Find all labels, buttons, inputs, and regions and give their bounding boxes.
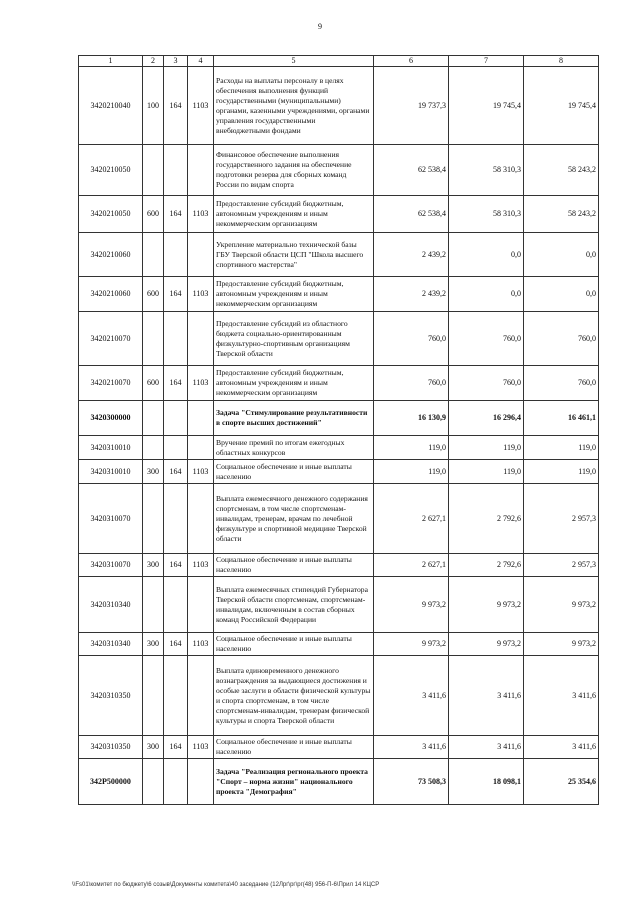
table-body xyxy=(79,67,599,805)
table-row xyxy=(79,67,599,145)
row-code: 342P500000 xyxy=(79,759,143,805)
row-description: Выплата ежемесячных стипендий Губернатора Тверской области спортсменам, спортсменам-инвалидам, включенным в состав сборных команд Российской Федерации xyxy=(214,577,374,633)
row-value-2: 58 310,3 xyxy=(449,196,524,233)
row-value-1: 62 538,4 xyxy=(374,196,449,233)
row-type-code: 300 xyxy=(143,554,164,577)
row-value-1: 119,0 xyxy=(374,436,449,460)
table-row xyxy=(79,577,599,633)
row-section-code: 1103 xyxy=(188,196,214,233)
row-admin-code: 164 xyxy=(164,633,188,656)
table-row xyxy=(79,145,599,196)
row-code: 3420210060 xyxy=(79,277,143,312)
table-row xyxy=(79,759,599,805)
row-value-2: 16 296,4 xyxy=(449,401,524,436)
row-description: Укрепление материально технической базы ГБУ Тверской области ЦСП "Школа высшего спортивного мастерства" xyxy=(214,233,374,277)
row-type-code: 300 xyxy=(143,633,164,656)
row-value-1: 2 627,1 xyxy=(374,484,449,554)
row-description: Предоставление субсидий бюджетным, автономным учреждениям и иным некоммерческим организациям xyxy=(214,366,374,401)
column-header: 7 xyxy=(449,56,524,67)
row-admin-code xyxy=(164,312,188,366)
row-type-code xyxy=(143,759,164,805)
row-type-code: 600 xyxy=(143,366,164,401)
row-code: 3420210050 xyxy=(79,196,143,233)
row-description: Предоставление субсидий из областного бюджета социально-ориентированным физкультурно-спортивным организациям Тверской области xyxy=(214,312,374,366)
row-admin-code: 164 xyxy=(164,736,188,759)
row-admin-code xyxy=(164,577,188,633)
row-section-code xyxy=(188,656,214,736)
row-section-code: 1103 xyxy=(188,460,214,484)
row-admin-code: 164 xyxy=(164,366,188,401)
row-value-2: 2 792,6 xyxy=(449,554,524,577)
row-type-code xyxy=(143,577,164,633)
row-value-2: 760,0 xyxy=(449,312,524,366)
row-type-code xyxy=(143,145,164,196)
row-value-2: 0,0 xyxy=(449,277,524,312)
column-header: 8 xyxy=(524,56,599,67)
row-value-2: 18 098,1 xyxy=(449,759,524,805)
row-type-code: 100 xyxy=(143,67,164,145)
row-value-1: 9 973,2 xyxy=(374,633,449,656)
row-type-code xyxy=(143,312,164,366)
row-value-2: 58 310,3 xyxy=(449,145,524,196)
table-row xyxy=(79,436,599,460)
column-header: 1 xyxy=(79,56,143,67)
row-value-1: 3 411,6 xyxy=(374,736,449,759)
table-row xyxy=(79,366,599,401)
row-value-2: 9 973,2 xyxy=(449,577,524,633)
row-code: 3420210070 xyxy=(79,366,143,401)
row-section-code xyxy=(188,401,214,436)
row-description: Предоставление субсидий бюджетным, автономным учреждениям и иным некоммерческим организациям xyxy=(214,196,374,233)
budget-table xyxy=(78,55,599,805)
row-value-3: 2 957,3 xyxy=(524,554,599,577)
row-value-1: 2 439,2 xyxy=(374,233,449,277)
row-value-2: 9 973,2 xyxy=(449,633,524,656)
row-section-code xyxy=(188,484,214,554)
row-admin-code xyxy=(164,401,188,436)
row-value-3: 0,0 xyxy=(524,277,599,312)
row-description: Задача "Реализация регионального проекта "Спорт – норма жизни" национального проекта "Демография" xyxy=(214,759,374,805)
row-value-3: 760,0 xyxy=(524,312,599,366)
row-description: Финансовое обеспечение выполнения государственного задания на обеспечение подготовки резерва для сборных команд России по видам спорта xyxy=(214,145,374,196)
row-value-1: 3 411,6 xyxy=(374,656,449,736)
row-value-3: 19 745,4 xyxy=(524,67,599,145)
row-code: 3420310070 xyxy=(79,554,143,577)
row-description: Выплата единовременного денежного вознаграждения за выдающиеся достижения и особые заслуги в области физической культуры и спорта спортсменам, в том числе спортсменам-инвалидам, тренерам физической культуры и спорта Тверской области xyxy=(214,656,374,736)
row-value-3: 2 957,3 xyxy=(524,484,599,554)
table-row xyxy=(79,196,599,233)
row-admin-code: 164 xyxy=(164,554,188,577)
row-admin-code xyxy=(164,436,188,460)
row-type-code xyxy=(143,233,164,277)
page-number: 9 xyxy=(318,22,322,31)
row-admin-code xyxy=(164,145,188,196)
row-value-1: 760,0 xyxy=(374,312,449,366)
row-admin-code xyxy=(164,484,188,554)
row-admin-code: 164 xyxy=(164,460,188,484)
row-admin-code xyxy=(164,233,188,277)
row-description: Социальное обеспечение и иные выплаты населению xyxy=(214,736,374,759)
column-header: 5 xyxy=(214,56,374,67)
row-description: Задача "Стимулирование результативности в спорте высших достижений" xyxy=(214,401,374,436)
row-description: Социальное обеспечение и иные выплаты населению xyxy=(214,633,374,656)
row-description: Социальное обеспечение и иные выплаты населению xyxy=(214,460,374,484)
row-code: 3420310350 xyxy=(79,736,143,759)
row-type-code: 600 xyxy=(143,196,164,233)
row-value-2: 3 411,6 xyxy=(449,736,524,759)
row-description: Расходы на выплаты персоналу в целях обеспечения выполнения функций государственными (муниципальными) органами, казенными учреждениями, органами управления государственными внебюджетными фондами xyxy=(214,67,374,145)
row-value-3: 3 411,6 xyxy=(524,656,599,736)
row-section-code xyxy=(188,145,214,196)
row-value-2: 19 745,4 xyxy=(449,67,524,145)
file-path-footer: \\Fs01\комитет по бюджету\6 созыв\Документы комитета\40 заседание (12Лрг\рг\рг(48) 956-П-6\Прил 14 КЦСР xyxy=(72,882,380,888)
row-code: 3420310010 xyxy=(79,436,143,460)
row-code: 3420310340 xyxy=(79,577,143,633)
row-admin-code: 164 xyxy=(164,67,188,145)
row-admin-code xyxy=(164,759,188,805)
table-row xyxy=(79,401,599,436)
row-code: 3420310070 xyxy=(79,484,143,554)
row-value-3: 16 461,1 xyxy=(524,401,599,436)
row-value-1: 16 130,9 xyxy=(374,401,449,436)
table-row xyxy=(79,312,599,366)
row-value-3: 58 243,2 xyxy=(524,145,599,196)
row-value-3: 0,0 xyxy=(524,233,599,277)
row-value-2: 0,0 xyxy=(449,233,524,277)
row-value-1: 9 973,2 xyxy=(374,577,449,633)
row-value-3: 25 354,6 xyxy=(524,759,599,805)
row-value-3: 3 411,6 xyxy=(524,736,599,759)
row-admin-code xyxy=(164,656,188,736)
row-type-code xyxy=(143,484,164,554)
column-header: 6 xyxy=(374,56,449,67)
row-value-1: 760,0 xyxy=(374,366,449,401)
table-row xyxy=(79,233,599,277)
row-description: Социальное обеспечение и иные выплаты населению xyxy=(214,554,374,577)
row-type-code xyxy=(143,401,164,436)
row-section-code xyxy=(188,233,214,277)
row-value-3: 119,0 xyxy=(524,436,599,460)
row-section-code: 1103 xyxy=(188,554,214,577)
row-value-1: 19 737,3 xyxy=(374,67,449,145)
row-value-3: 58 243,2 xyxy=(524,196,599,233)
row-code: 3420210060 xyxy=(79,233,143,277)
row-type-code: 300 xyxy=(143,736,164,759)
row-value-2: 3 411,6 xyxy=(449,656,524,736)
row-code: 3420300000 xyxy=(79,401,143,436)
row-value-2: 2 792,6 xyxy=(449,484,524,554)
row-code: 3420310340 xyxy=(79,633,143,656)
row-type-code xyxy=(143,436,164,460)
row-type-code xyxy=(143,656,164,736)
row-value-2: 119,0 xyxy=(449,460,524,484)
table-row xyxy=(79,484,599,554)
table-row xyxy=(79,277,599,312)
row-value-1: 62 538,4 xyxy=(374,145,449,196)
row-value-1: 2 439,2 xyxy=(374,277,449,312)
table-row xyxy=(79,656,599,736)
table-row xyxy=(79,554,599,577)
row-type-code: 600 xyxy=(143,277,164,312)
row-code: 3420210040 xyxy=(79,67,143,145)
row-description: Выплата ежемесячного денежного содержания спортсменам, в том числе спортсменам-инвалидам, тренерам, врачам по лечебной физкультуре и спортивной медицине Тверской области xyxy=(214,484,374,554)
row-code: 3420210050 xyxy=(79,145,143,196)
row-value-2: 119,0 xyxy=(449,436,524,460)
table-row xyxy=(79,633,599,656)
row-description: Предоставление субсидий бюджетным, автономным учреждениям и иным некоммерческим организациям xyxy=(214,277,374,312)
row-section-code xyxy=(188,759,214,805)
header-row xyxy=(79,56,599,67)
column-header: 4 xyxy=(188,56,214,67)
row-code: 3420310010 xyxy=(79,460,143,484)
row-code: 3420310350 xyxy=(79,656,143,736)
row-value-2: 760,0 xyxy=(449,366,524,401)
row-section-code: 1103 xyxy=(188,633,214,656)
table-row xyxy=(79,736,599,759)
row-description: Вручение премий по итогам ежегодных областных конкурсов xyxy=(214,436,374,460)
column-header: 3 xyxy=(164,56,188,67)
row-value-1: 119,0 xyxy=(374,460,449,484)
row-value-1: 73 508,3 xyxy=(374,759,449,805)
row-section-code xyxy=(188,436,214,460)
row-admin-code: 164 xyxy=(164,196,188,233)
row-section-code: 1103 xyxy=(188,67,214,145)
row-admin-code: 164 xyxy=(164,277,188,312)
row-type-code: 300 xyxy=(143,460,164,484)
row-value-3: 760,0 xyxy=(524,366,599,401)
row-section-code xyxy=(188,312,214,366)
column-header: 2 xyxy=(143,56,164,67)
row-value-3: 9 973,2 xyxy=(524,577,599,633)
row-value-1: 2 627,1 xyxy=(374,554,449,577)
row-section-code xyxy=(188,577,214,633)
row-section-code: 1103 xyxy=(188,736,214,759)
row-section-code: 1103 xyxy=(188,277,214,312)
row-value-3: 119,0 xyxy=(524,460,599,484)
row-code: 3420210070 xyxy=(79,312,143,366)
table-row xyxy=(79,460,599,484)
row-value-3: 9 973,2 xyxy=(524,633,599,656)
row-section-code: 1103 xyxy=(188,366,214,401)
